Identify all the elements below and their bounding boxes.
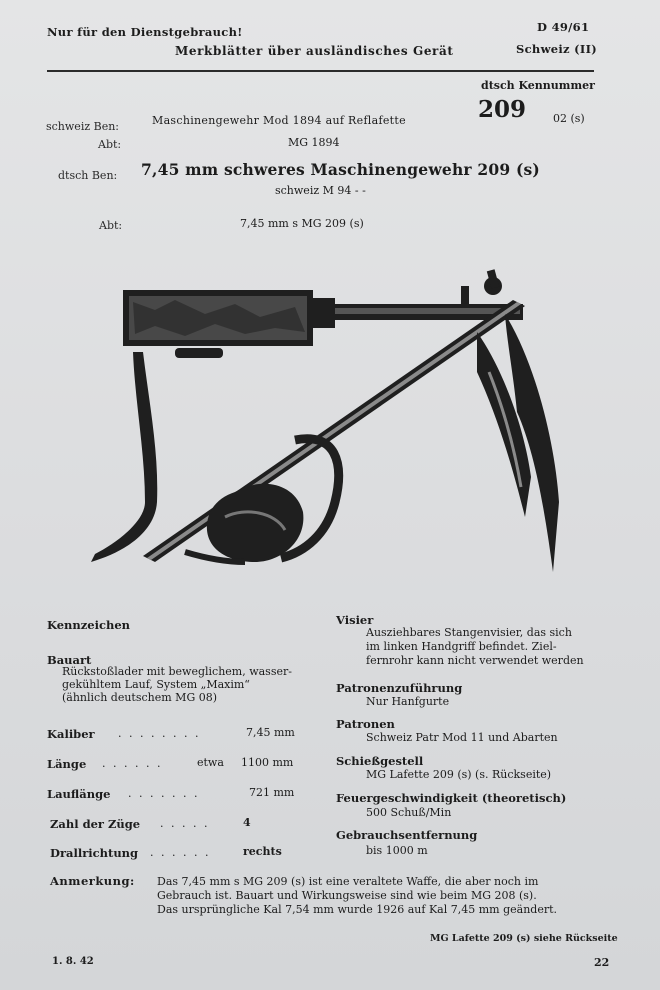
german-abbr-label: Abt: xyxy=(99,219,123,232)
kennummer-label: dtsch Kennummer xyxy=(481,79,595,92)
spec-label: Lauflänge xyxy=(47,787,111,801)
visier-line-2: im linken Handgriff befindet. Ziel- xyxy=(366,640,557,653)
visier-line-3: fernrohr kann nicht verwendet werden xyxy=(366,654,584,667)
kennummer-number: 209 xyxy=(478,96,527,123)
page-number: 22 xyxy=(594,956,610,969)
schiessgestell-value: MG Lafette 209 (s) (s. Rückseite) xyxy=(366,768,552,781)
bauart-line-3: (ähnlich deutschem MG 08) xyxy=(62,691,218,704)
spec-label: Länge xyxy=(47,757,87,771)
bauart-line-2: gekühltem Lauf, System „Maxim“ xyxy=(62,678,250,691)
country-sheet: Schweiz (II) xyxy=(516,42,598,56)
patronenzufuehrung-value: Nur Hanfgurte xyxy=(366,695,450,708)
kennummer-suffix: 02 (s) xyxy=(553,112,585,125)
bauart-label: Bauart xyxy=(47,653,92,667)
restriction-notice: Nur für den Dienstgebrauch! xyxy=(47,25,243,39)
see-reverse-note: MG Lafette 209 (s) siehe Rückseite xyxy=(430,933,618,944)
note-label: Anmerkung: xyxy=(50,874,135,888)
spec-dots: . . . . . . xyxy=(102,757,163,770)
swiss-abbr: MG 1894 xyxy=(288,136,340,149)
gebrauchsentfernung-value: bis 1000 m xyxy=(366,844,428,857)
mount-clamp xyxy=(207,484,304,562)
spec-dots: . . . . . . xyxy=(150,846,211,859)
spec-dots: . . . . . . . xyxy=(128,787,200,800)
feuergeschwindigkeit-label: Feuergeschwindigkeit (theoretisch) xyxy=(336,791,567,805)
note-line-1: Das 7,45 mm s MG 209 (s) ist eine veraltete Waffe, die aber noch im xyxy=(157,875,539,888)
german-subname: schweiz M 94 - - xyxy=(275,184,366,197)
spec-value: 7,45 mm xyxy=(246,726,295,739)
spec-label: Drallrichtung xyxy=(50,846,139,860)
patronen-label: Patronen xyxy=(336,717,395,731)
schiessgestell-label: Schießgestell xyxy=(336,754,424,768)
german-abbr: 7,45 mm s MG 209 (s) xyxy=(240,217,364,230)
feuergeschwindigkeit-value: 500 Schuß/Min xyxy=(366,806,452,819)
machine-gun-illustration xyxy=(85,262,565,582)
visier-line-1: Ausziehbares Stangenvisier, das sich xyxy=(366,626,572,639)
spec-label: Zahl der Züge xyxy=(50,817,141,831)
patronenzufuehrung-label: Patronenzuführung xyxy=(336,681,463,695)
patronen-value: Schweiz Patr Mod 11 und Abarten xyxy=(366,731,558,744)
header-rule xyxy=(47,70,594,72)
spec-dots: . . . . . xyxy=(160,817,210,830)
note-line-2: Gebrauch ist. Bauart und Wirkungsweise sind wie beim MG 208 (s). xyxy=(157,889,537,902)
spec-value: rechts xyxy=(243,845,282,858)
german-name-label: dtsch Ben: xyxy=(58,169,118,182)
series-title: Merkblätter über ausländisches Gerät xyxy=(175,44,454,58)
spec-value: 1100 mm xyxy=(241,756,294,769)
spec-label: Kaliber xyxy=(47,727,95,741)
doc-number: D 49/61 xyxy=(537,20,590,34)
note-line-3: Das ursprüngliche Kal 7,54 mm wurde 1926 auf Kal 7,45 mm geändert. xyxy=(157,903,558,916)
kennzeichen-heading: Kennzeichen xyxy=(47,618,131,632)
swiss-name-label: schweiz Ben: xyxy=(46,120,120,133)
swiss-name: Maschinengewehr Mod 1894 auf Reflafette xyxy=(152,114,406,127)
swiss-abbr-label: Abt: xyxy=(98,138,122,151)
spec-value: 721 mm xyxy=(249,786,295,799)
german-name: 7,45 mm schweres Maschinengewehr 209 (s) xyxy=(141,160,540,179)
issue-date: 1. 8. 42 xyxy=(52,956,94,967)
spec-qualifier: etwa xyxy=(197,756,224,769)
bauart-line-1: Rückstoßlader mit beweglichem, wasser- xyxy=(62,665,292,678)
support-strap xyxy=(91,352,157,562)
visier-label: Visier xyxy=(336,613,374,627)
spec-value: 4 xyxy=(243,816,251,829)
spec-dots: . . . . . . . . xyxy=(118,727,201,740)
gebrauchsentfernung-label: Gebrauchsentfernung xyxy=(336,828,478,842)
